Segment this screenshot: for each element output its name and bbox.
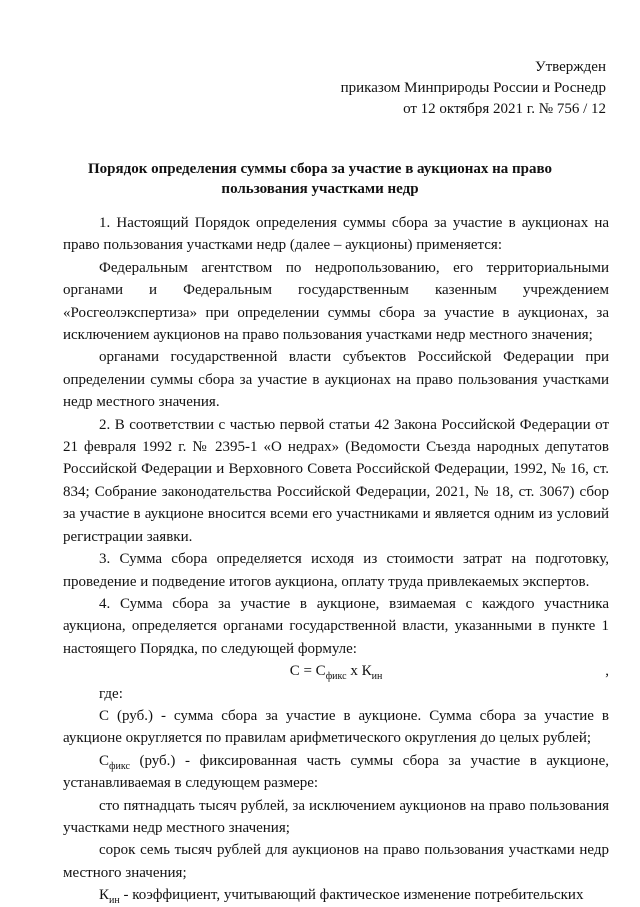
definition-c: С (руб.) - сумма сбора за участие в аукционе. Сумма сбора за участие в аукционе округляется по правилам арифметического округления до целых рублей; [63, 707, 609, 747]
cfix-subscript: фикс [109, 760, 130, 772]
paragraph-4: 2. В соответствии с частью первой статьи 42 Закона Российской Федерации от 21 февраля 1992 г. № 2395-1 «О недрах» (Ведомости Съезда народных депутатов Российской Федерации и Верховного Совета Российской Федерации, 1992, № 16, ст. 834; Собрание законодательства Российской Федерации, 2021, № 18, ст. 3067) сбор за участие в аукционе вносится всеми его участниками и является одним из условий регистрации заявки. [63, 416, 609, 545]
kin-subscript: ин [109, 895, 120, 907]
paragraph-1: 1. Настоящий Порядок определения суммы сбора за участие в аукционах на право пользования участками недр (далее – аукционы) применяется: [63, 215, 609, 254]
paragraph-3: органами государственной власти субъектов Российской Федерации при определении суммы сбора за участие в аукционах на право пользования участками недр местного значения. [63, 349, 609, 411]
document-title [60, 159, 580, 199]
paragraph-2: Федеральным агентством по недропользованию, его территориальными органами и Федеральным государственным казенным учреждением «Росгеолэкспертиза» при определении суммы сбора за участие в аукционах, за исключением аукционов на право пользования участками недр местного значения; [63, 259, 609, 344]
formula-sub-fix: фикс [325, 671, 347, 683]
title-line-2: пользования участками недр [221, 181, 419, 197]
paragraph-6: 4. Сумма сбора за участие в аукционе, взимаемая с каждого участника аукциона, определяется органами государственной власти, указанными в пункте 1 настоящего Порядка, по следующей формуле: [63, 595, 609, 657]
approval-line-2: приказом Минприроды России и Роснедр [340, 80, 606, 96]
kin-symbol: К [99, 887, 110, 904]
formula [63, 660, 609, 682]
formula-mid: х К [346, 663, 372, 680]
approval-line-3: от 12 октября 2021 г. № 756 / 12 [403, 101, 606, 117]
where-label: где: [99, 685, 123, 702]
amount-2: сорок семь тысяч рублей для аукционов на право пользования участками недр местного значения; [63, 842, 609, 881]
formula-sub-in: ин [371, 671, 383, 683]
document-body [63, 212, 609, 907]
approval-block [341, 57, 606, 120]
approval-line-1: Утвержден [534, 59, 606, 75]
formula-comma: , [605, 663, 609, 680]
kin-text: - коэффициент, учитывающий фактическое изменение потребительских [119, 887, 584, 904]
amount-1: сто пятнадцать тысяч рублей, за исключением аукционов на право пользования участками недр местного значения; [63, 797, 609, 836]
cfix-text: (руб.) - фиксированная часть суммы сбора за участие в аукционе, устанавливаемая в следующем размере: [63, 752, 609, 792]
definition-kin [63, 884, 609, 906]
paragraph-5: 3. Сумма сбора определяется исходя из стоимости затрат на подготовку, проведение и подведение итогов аукциона, оплату труда привлекаемых экспертов. [63, 551, 609, 590]
definition-cfix [63, 750, 609, 795]
cfix-symbol: С [99, 752, 110, 769]
title-line-1: Порядок определения суммы сбора за участие в аукционах на право [87, 161, 552, 177]
formula-lhs: С = С [289, 663, 326, 680]
